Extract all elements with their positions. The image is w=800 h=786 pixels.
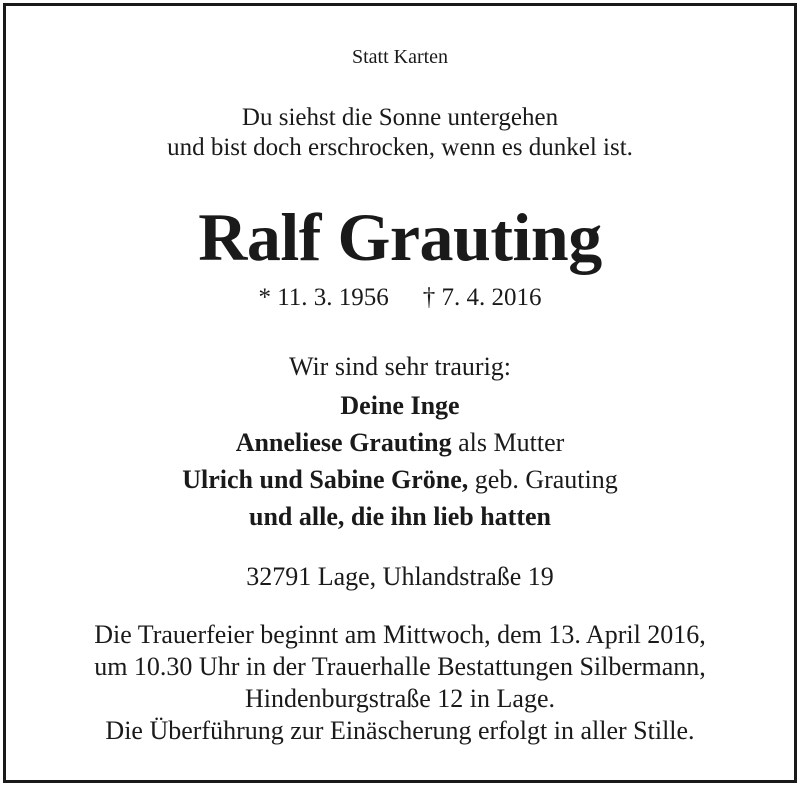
birth-date: * 11. 3. 1956 <box>258 284 389 311</box>
funeral-line-3: Hindenburgstraße 12 in Lage. <box>245 684 555 713</box>
mourner-line <box>0 428 800 458</box>
deceased-name: Ralf Grauting <box>198 199 602 275</box>
mourner-bold: Deine Inge <box>340 391 460 420</box>
address-text: 32791 Lage, Uhlandstraße 19 <box>246 562 554 591</box>
mourner-normal: als Mutter <box>451 428 565 457</box>
mourners-intro: Wir sind sehr traurig: <box>288 352 512 381</box>
mourner-bold: und alle, die ihn lieb hatten <box>249 502 551 531</box>
mourner-bold: Anneliese Grauting <box>235 428 452 457</box>
quote-line-2: und bist doch erschrocken, wenn es dunkel ist. <box>167 134 633 161</box>
life-dates <box>0 284 800 312</box>
mourner-normal: geb. Grauting <box>468 465 618 494</box>
funeral-line-2: um 10.30 Uhr in der Trauerhalle Bestattungen Silbermann, <box>94 652 706 681</box>
funeral-line-4: Die Überführung zur Einäscherung erfolgt in aller Stille. <box>105 716 695 745</box>
mourner-line <box>0 391 800 421</box>
mourner-bold: Ulrich und Sabine Gröne, <box>182 465 469 494</box>
mourner-line <box>0 502 800 532</box>
header-text: Statt Karten <box>351 46 449 68</box>
mourner-line <box>0 465 800 495</box>
quote-line-1: Du siehst die Sonne untergehen <box>241 104 559 131</box>
funeral-line-1: Die Trauerfeier beginnt am Mittwoch, dem 13. April 2016, <box>94 620 706 649</box>
death-date: † 7. 4. 2016 <box>422 284 542 311</box>
